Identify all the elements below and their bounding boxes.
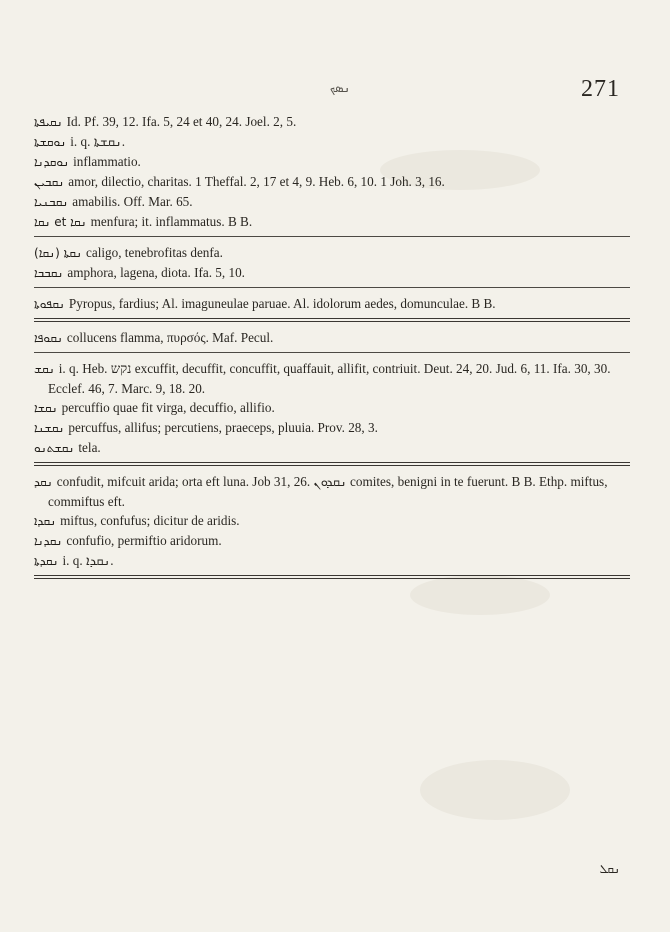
entry-definition: i. q. Heb. נקש excuffit, decuffit, concuffit, quaffauit, allifit, contriuit. Deut. 24, 20. Jud. 6, 11. Ifa. 30, 30. Ecclef. 46, 7. Marc. 9, 18. 20. xyxy=(48,361,611,396)
dictionary-entry xyxy=(34,328,630,348)
entry-definition: amabilis. Off. Mar. 65. xyxy=(72,194,193,209)
entry-definition: percuffus, allifus; percutiens, praeceps, pluuia. Prov. 28, 3. xyxy=(68,420,378,435)
syriac-headword: ܢܩܦܘܬܐ xyxy=(34,297,65,311)
dictionary-entry xyxy=(34,531,630,551)
entry-definition: Id. Pf. 39, 12. Ifa. 5, 24 et 40, 24. Joel. 2, 5. xyxy=(66,114,297,129)
syriac-headword: ܢܩܕܐ xyxy=(34,514,57,528)
dictionary-entry xyxy=(34,511,630,531)
dictionary-entry xyxy=(34,551,630,571)
entry-definition: menfura; it. inflammatus. B B. xyxy=(90,214,253,229)
syriac-headword: ܢܩܐ et ܢܩܐ xyxy=(34,215,87,229)
syriac-headword: ܢܘܩܫܬܐ xyxy=(34,135,67,149)
page-number: 271 xyxy=(581,76,620,102)
section-separator xyxy=(34,575,630,579)
dictionary-entry xyxy=(34,152,630,172)
dictionary-entry xyxy=(34,294,630,314)
syriac-headword: ܢܩܫܐ xyxy=(34,401,58,415)
syriac-headword: ܢܩܒܒܐ xyxy=(34,266,64,280)
dictionary-entry xyxy=(34,112,630,132)
entry-definition: inflammatio. xyxy=(73,154,141,169)
entry-definition: confufio, permiftio aridorum. xyxy=(66,533,222,548)
entry-separator xyxy=(34,236,630,237)
dictionary-entry xyxy=(34,472,630,511)
entry-separator xyxy=(34,352,630,353)
entry-definition: miftus, confufus; dicitur de aridis. xyxy=(60,513,240,528)
dictionary-entry xyxy=(34,418,630,438)
entry-definition: collucens flamma, πυρσός. Maf. Pecul. xyxy=(66,330,274,345)
syriac-headword: ܢܩܝܦܬܐ xyxy=(34,115,63,129)
entry-definition: amphora, lagena, diota. Ifa. 5, 10. xyxy=(67,265,245,280)
dictionary-entry xyxy=(34,398,630,418)
entry-definition: i. q. ܢܩܫܬܐ. xyxy=(70,134,126,149)
entry-separator xyxy=(34,287,630,288)
entry-definition: caligo, tenebrofitas denfa. xyxy=(85,245,223,260)
dictionary-entry xyxy=(34,263,630,283)
dictionary-entry xyxy=(34,132,630,152)
entry-definition: tela. xyxy=(78,440,101,455)
paper-stain xyxy=(420,760,570,820)
dictionary-entry xyxy=(34,212,630,232)
syriac-headword: ܢܩܫܢܐ xyxy=(34,421,65,435)
section-separator xyxy=(34,318,630,322)
entry-definition: i. q. ܢܩܕܐ. xyxy=(62,553,114,568)
syriac-headword: (ܢܩܐ) ܢܩܬܐ xyxy=(34,246,82,260)
section-separator xyxy=(34,462,630,466)
syriac-headword: ܢܩܫܬܢܘ xyxy=(34,441,75,455)
running-head: ܢܣܟ xyxy=(329,80,351,95)
entry-definition: Pyropus, fardius; Al. imaguneulae paruae. Al. idolorum aedes, domunculae. B B. xyxy=(68,296,496,311)
syriac-headword: ܢܩܫ xyxy=(34,362,55,376)
entry-definition: confudit, mifcuit arida; orta eft luna. Job 31, 26. ܢܩܕܘܢ comites, benigni in te fuerunt. B B. Ethp. miftus, commiftus eft. xyxy=(48,474,608,509)
entry-definition: percuffio quae fit virga, decuffio, allifio. xyxy=(61,400,275,415)
dictionary-entry xyxy=(34,438,630,458)
dictionary-entry xyxy=(34,243,630,263)
entry-definition: amor, dilectio, charitas. 1 Theffal. 2, 17 et 4, 9. Heb. 6, 10. 1 Joh. 3, 16. xyxy=(68,174,445,189)
syriac-headword: ܢܩܕܢܐ xyxy=(34,534,63,548)
syriac-headword: ܢܩܘܦܐ xyxy=(34,331,63,345)
dictionary-entry xyxy=(34,359,630,398)
syriac-headword: ܢܘܩܕܢܐ xyxy=(34,155,70,169)
syriac-headword: ܢܩܕ xyxy=(34,475,53,489)
syriac-headword: ܢܩܒܝܢ xyxy=(34,175,65,189)
syriac-headword: ܢܩܒܢܝܐ xyxy=(34,195,69,209)
syriac-headword: ܢܩܕܬܐ xyxy=(34,554,59,568)
catchword: ܢܩܠ xyxy=(599,862,620,876)
dictionary-entries xyxy=(34,112,630,585)
dictionary-entry xyxy=(34,172,630,192)
dictionary-entry xyxy=(34,192,630,212)
